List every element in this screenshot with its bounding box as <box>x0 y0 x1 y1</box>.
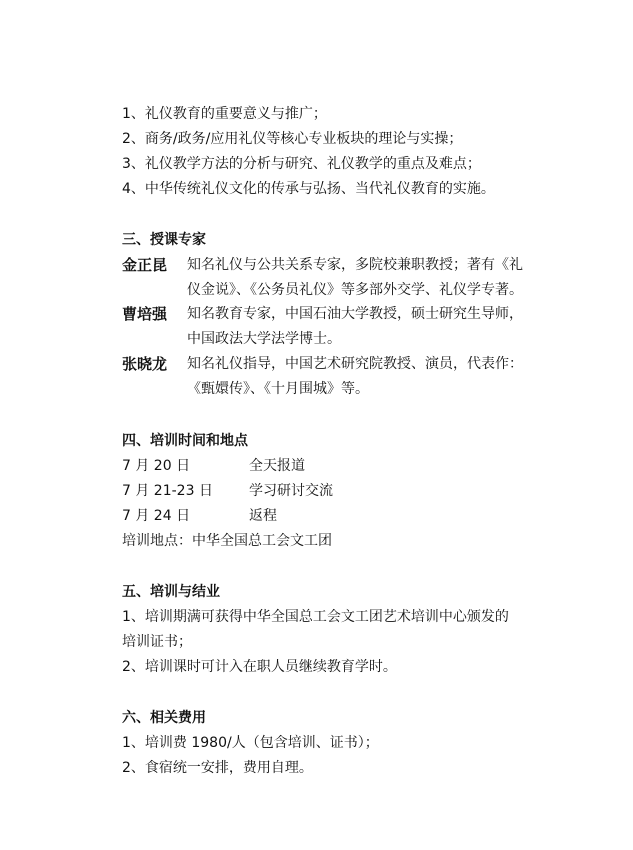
topic-item: 1、礼仪教育的重要意义与推广； <box>122 106 327 122</box>
section-heading-schedule: 四、培训时间和地点 <box>122 433 248 449</box>
topic-item: 3、礼仪教学方法的分析与研究、礼仪教学的重点及难点； <box>122 156 481 172</box>
expert-bio-line: 知名礼仪与公共关系专家，多院校兼职教授；著有《礼 <box>187 257 523 273</box>
expert-name: 金正昆 <box>122 256 168 274</box>
completion-line: 1、培训期满可获得中华全国总工会文工团艺术培训中心颁发的 <box>122 609 509 625</box>
topic-item: 2、商务/政务/应用礼仪等核心专业板块的理论与实操； <box>122 131 463 147</box>
section-heading-experts: 三、授课专家 <box>122 232 206 248</box>
schedule-activity: 返程 <box>249 508 277 524</box>
fee-line: 1、培训费 1980/人（包含培训、证书）； <box>122 735 379 751</box>
schedule-activity: 学习研讨交流 <box>249 483 333 499</box>
section-heading-completion: 五、培训与结业 <box>122 584 220 600</box>
expert-bio-line: 知名礼仪指导，中国艺术研究院教授、演员，代表作： <box>187 356 523 372</box>
schedule-date: 7 月 20 日 <box>122 458 191 474</box>
training-location: 培训地点：中华全国总工会文工团 <box>122 533 332 549</box>
topic-item: 4、中华传统礼仪文化的传承与弘扬、当代礼仪教育的实施。 <box>122 181 495 197</box>
section-heading-fees: 六、相关费用 <box>122 710 206 726</box>
expert-bio-line: 中国政法大学法学博士。 <box>187 331 341 347</box>
fee-line: 2、食宿统一安排，费用自理。 <box>122 760 313 776</box>
schedule-activity: 全天报道 <box>249 458 305 474</box>
expert-bio-line: 仪金说》、《公务员礼仪》等多部外交学、礼仪学专著。 <box>187 282 523 298</box>
completion-line: 培训证书； <box>122 634 192 650</box>
expert-bio-line: 知名教育专家，中国石油大学教授，硕士研究生导师， <box>187 306 523 322</box>
expert-name: 张晓龙 <box>122 355 168 373</box>
schedule-date: 7 月 24 日 <box>122 508 191 524</box>
expert-bio-line: 《甄嬛传》、《十月围城》等。 <box>187 381 369 397</box>
completion-line: 2、培训课时可计入在职人员继续教育学时。 <box>122 659 397 675</box>
schedule-date: 7 月 21-23 日 <box>122 483 213 499</box>
expert-name: 曹培强 <box>122 305 168 323</box>
